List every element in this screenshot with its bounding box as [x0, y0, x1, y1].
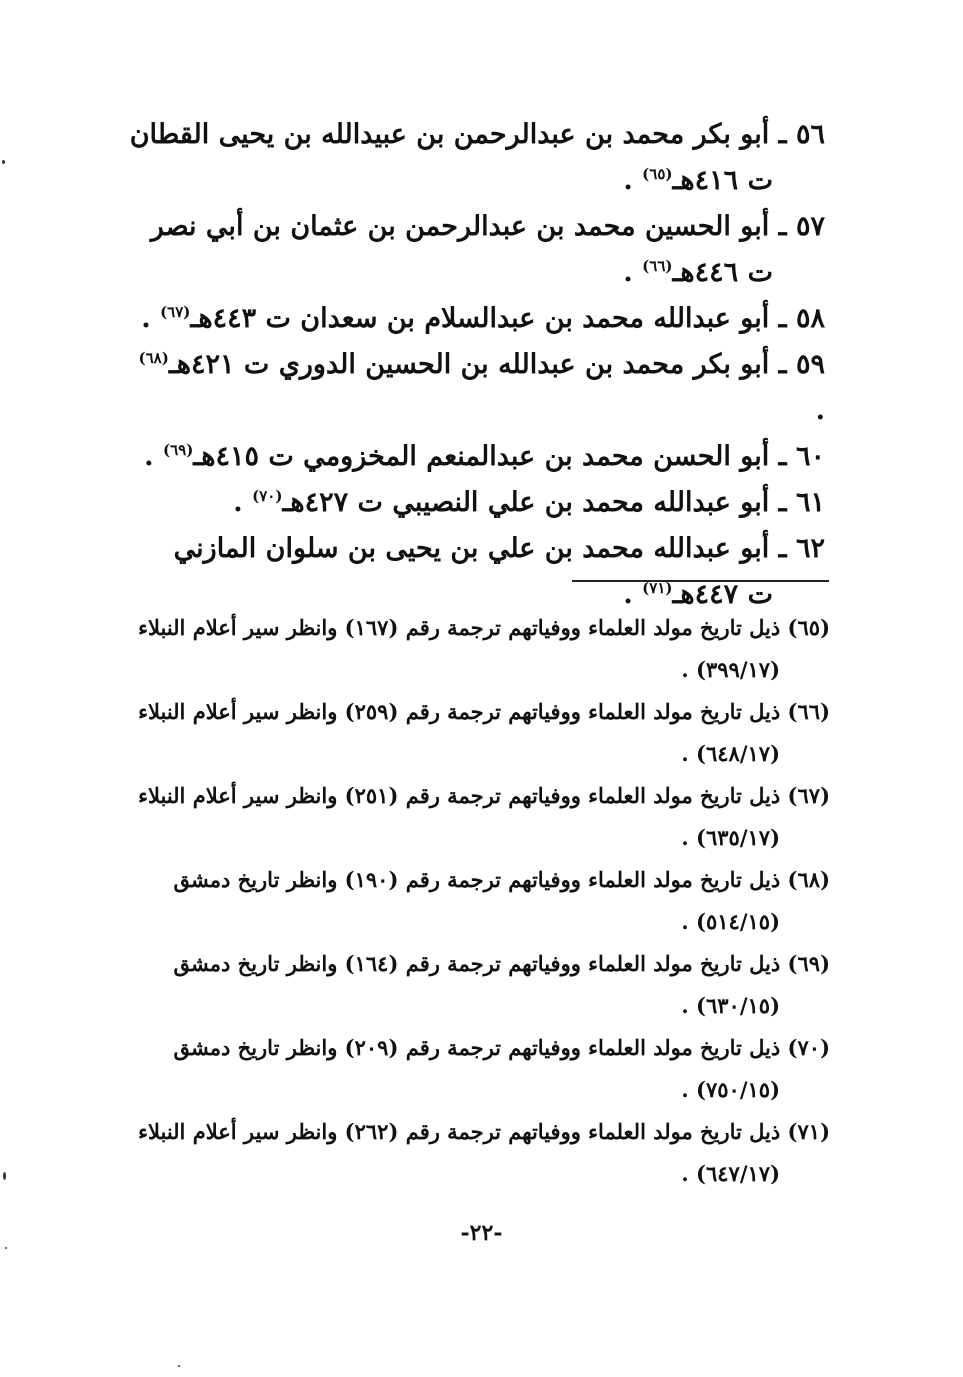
entry-end: . — [815, 395, 825, 426]
scan-speck — [178, 1365, 180, 1367]
entry-death-date: ت ٤٤٧هـ — [672, 579, 773, 610]
footnote-66 — [130, 691, 830, 775]
footnote-text: (٦٨) ذيل تاريخ مولد العلماء ووفياتهم ترجمة رقم (١٩٠) وانظر تاريخ دمشق — [173, 867, 830, 892]
entry-text: ٥٧ ـ أبو الحسين محمد بن عبدالرحمن بن عثمان بن أبي نصر — [150, 211, 825, 242]
entry-56 — [125, 112, 825, 204]
footnote-reference: (٦٣٥/١٧) . — [681, 825, 780, 850]
footnote-ref[interactable]: (٦٨) — [138, 349, 169, 367]
footnote-ref[interactable]: (٦٩) — [162, 441, 194, 459]
footnote-ref[interactable]: (٧٠) — [252, 487, 283, 505]
footnote-text: (٧١) ذيل تاريخ مولد العلماء ووفياتهم ترجمة رقم (٢٦٢) وانظر سير أعلام النبلاء — [138, 1119, 830, 1144]
footnote-text: (٦٥) ذيل تاريخ مولد العلماء ووفياتهم ترجمة رقم (١٦٧) وانظر سير أعلام النبلاء — [138, 615, 830, 640]
entry-58 — [125, 296, 825, 342]
footnote-reference: (٣٩٩/١٧) . — [681, 657, 780, 682]
footnote-reference: (٦٤٧/١٧) . — [681, 1161, 780, 1186]
footnote-text: (٦٧) ذيل تاريخ مولد العلماء ووفياتهم ترجمة رقم (٢٥١) وانظر سير أعلام النبلاء — [138, 783, 830, 808]
footnote-ref[interactable]: (٦٥) — [642, 165, 673, 183]
footnote-68 — [130, 859, 830, 943]
footnote-ref[interactable]: (٦٦) — [642, 257, 673, 275]
footnote-reference: (٦٣٠/١٥) . — [681, 993, 780, 1018]
entry-text: ٦٠ ـ أبو الحسن محمد بن عبدالمنعم المخزومي ت ٤١٥هـ — [193, 441, 825, 472]
entry-62 — [125, 526, 825, 618]
footnotes — [130, 607, 830, 1195]
footnote-69 — [130, 943, 830, 1027]
footnote-text: (٦٦) ذيل تاريخ مولد العلماء ووفياتهم ترجمة رقم (٢٥٩) وانظر سير أعلام النبلاء — [138, 699, 830, 724]
entry-57 — [125, 204, 825, 296]
entry-end: . — [623, 579, 643, 610]
entry-text: ٥٩ ـ أبو بكر محمد بن عبدالله بن الحسين الدوري ت ٤٢١هـ — [168, 349, 825, 380]
entry-61 — [125, 480, 825, 526]
biography-entries — [125, 112, 825, 618]
entry-end: . — [144, 441, 163, 472]
entry-continuation — [125, 158, 825, 204]
entry-death-date: ت ٤٤٦هـ — [672, 257, 773, 288]
entry-end: . — [623, 257, 643, 288]
footnote-reference: (٦٤٨/١٧) . — [681, 741, 780, 766]
footnote-text: (٦٩) ذيل تاريخ مولد العلماء ووفياتهم ترجمة رقم (١٦٤) وانظر تاريخ دمشق — [173, 951, 830, 976]
page-number: -٢٢- — [460, 1220, 503, 1246]
entry-text: ٦١ ـ أبو عبدالله محمد بن علي النصيبي ت ٤٢٧هـ — [282, 487, 825, 518]
entry-end: . — [233, 487, 253, 518]
entry-text: ٥٨ ـ أبو عبدالله محمد بن عبدالسلام بن سعدان ت ٤٤٣هـ — [190, 303, 825, 334]
footnote-text: (٧٠) ذيل تاريخ مولد العلماء ووفياتهم ترجمة رقم (٢٠٩) وانظر تاريخ دمشق — [173, 1035, 830, 1060]
entry-text: ٦٢ ـ أبو عبدالله محمد بن علي بن يحيى بن سلوان المازني — [173, 533, 825, 564]
footnote-71 — [130, 1111, 830, 1195]
footnote-separator — [572, 580, 829, 582]
scan-speck — [5, 1247, 7, 1249]
footnote-65 — [130, 607, 830, 691]
entry-60 — [125, 434, 825, 480]
entry-end: . — [141, 303, 161, 334]
footnote-ref[interactable]: (٦٧) — [160, 303, 191, 321]
scan-speck — [2, 160, 5, 164]
entry-59 — [125, 342, 825, 434]
entry-end: . — [623, 165, 643, 196]
footnote-70 — [130, 1027, 830, 1111]
footnote-67 — [130, 775, 830, 859]
entry-death-date: ت ٤١٦هـ — [672, 165, 773, 196]
entry-text: ٥٦ ـ أبو بكر محمد بن عبدالرحمن بن عبيدالله بن يحيى القطان — [129, 119, 825, 150]
footnote-ref[interactable]: (٧١) — [642, 579, 673, 597]
scan-speck — [3, 1172, 6, 1180]
entry-continuation — [125, 250, 825, 296]
footnote-reference: (٥١٤/١٥) . — [681, 909, 780, 934]
footnote-reference: (٧٥٠/١٥) . — [681, 1077, 780, 1102]
